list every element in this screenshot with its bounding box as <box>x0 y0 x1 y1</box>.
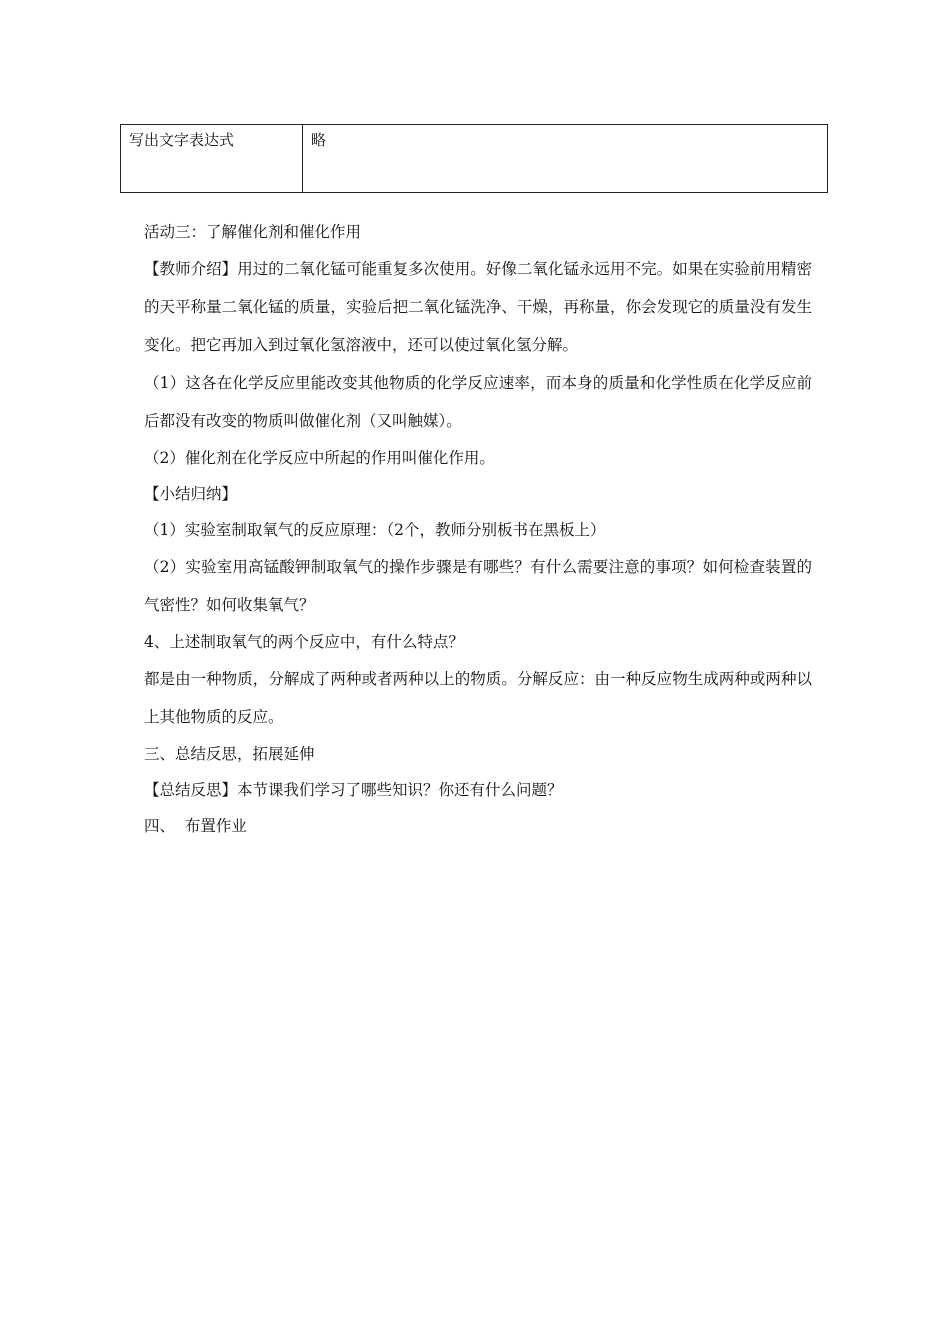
summary-heading: 【小结归纳】 <box>144 485 238 503</box>
table-cell-value: 略 <box>303 125 828 193</box>
teacher-intro-paragraph: 【教师介绍】用过的二氧化锰可能重复多次使用。好像二氧化锰永远用不完。如果在实验前用精密的天平称量二氧化锰的质量，实验后把二氧化锰洗净、干燥，再称量，你会发现它的质量没有发生变化。把它再加入到过氧化氢溶液中，还可以使过氧化氢分解。 <box>144 260 812 354</box>
expression-table <box>120 124 828 193</box>
reflection-paragraph: 【总结反思】本节课我们学习了哪些知识？你还有什么问题？ <box>144 781 563 799</box>
body-text <box>144 214 812 844</box>
summary-item-1: （1）实验室制取氧气的反应原理：（2个，教师分别板书在黑板上） <box>144 521 606 539</box>
section-three-heading: 三、总结反思，拓展延伸 <box>144 745 315 763</box>
summary-item-2: （2）实验室用高锰酸钾制取氧气的操作步骤是有哪些？有什么需要注意的事项？如何检查装置的气密性？如何收集氧气？ <box>144 558 812 614</box>
table-row <box>121 125 828 193</box>
activity-three-heading: 活动三：了解催化剂和催化作用 <box>144 223 362 241</box>
catalyst-definition-paragraph: （1）这各在化学反应里能改变其他物质的化学反应速率，而本身的质量和化学性质在化学反应前后都没有改变的物质叫做催化剂（又叫触媒）。 <box>144 374 812 430</box>
decomposition-paragraph: 都是由一种物质，分解成了两种或者两种以上的物质。分解反应：由一种反应物生成两种或两种以上其他物质的反应。 <box>144 670 812 726</box>
table-cell-label: 写出文字表达式 <box>121 125 303 193</box>
question-4: 4、上述制取氧气的两个反应中，有什么特点？ <box>144 633 464 651</box>
catalysis-definition-paragraph: （2）催化剂在化学反应中所起的作用叫催化作用。 <box>144 449 495 467</box>
section-four-heading: 四、 布置作业 <box>144 817 247 835</box>
